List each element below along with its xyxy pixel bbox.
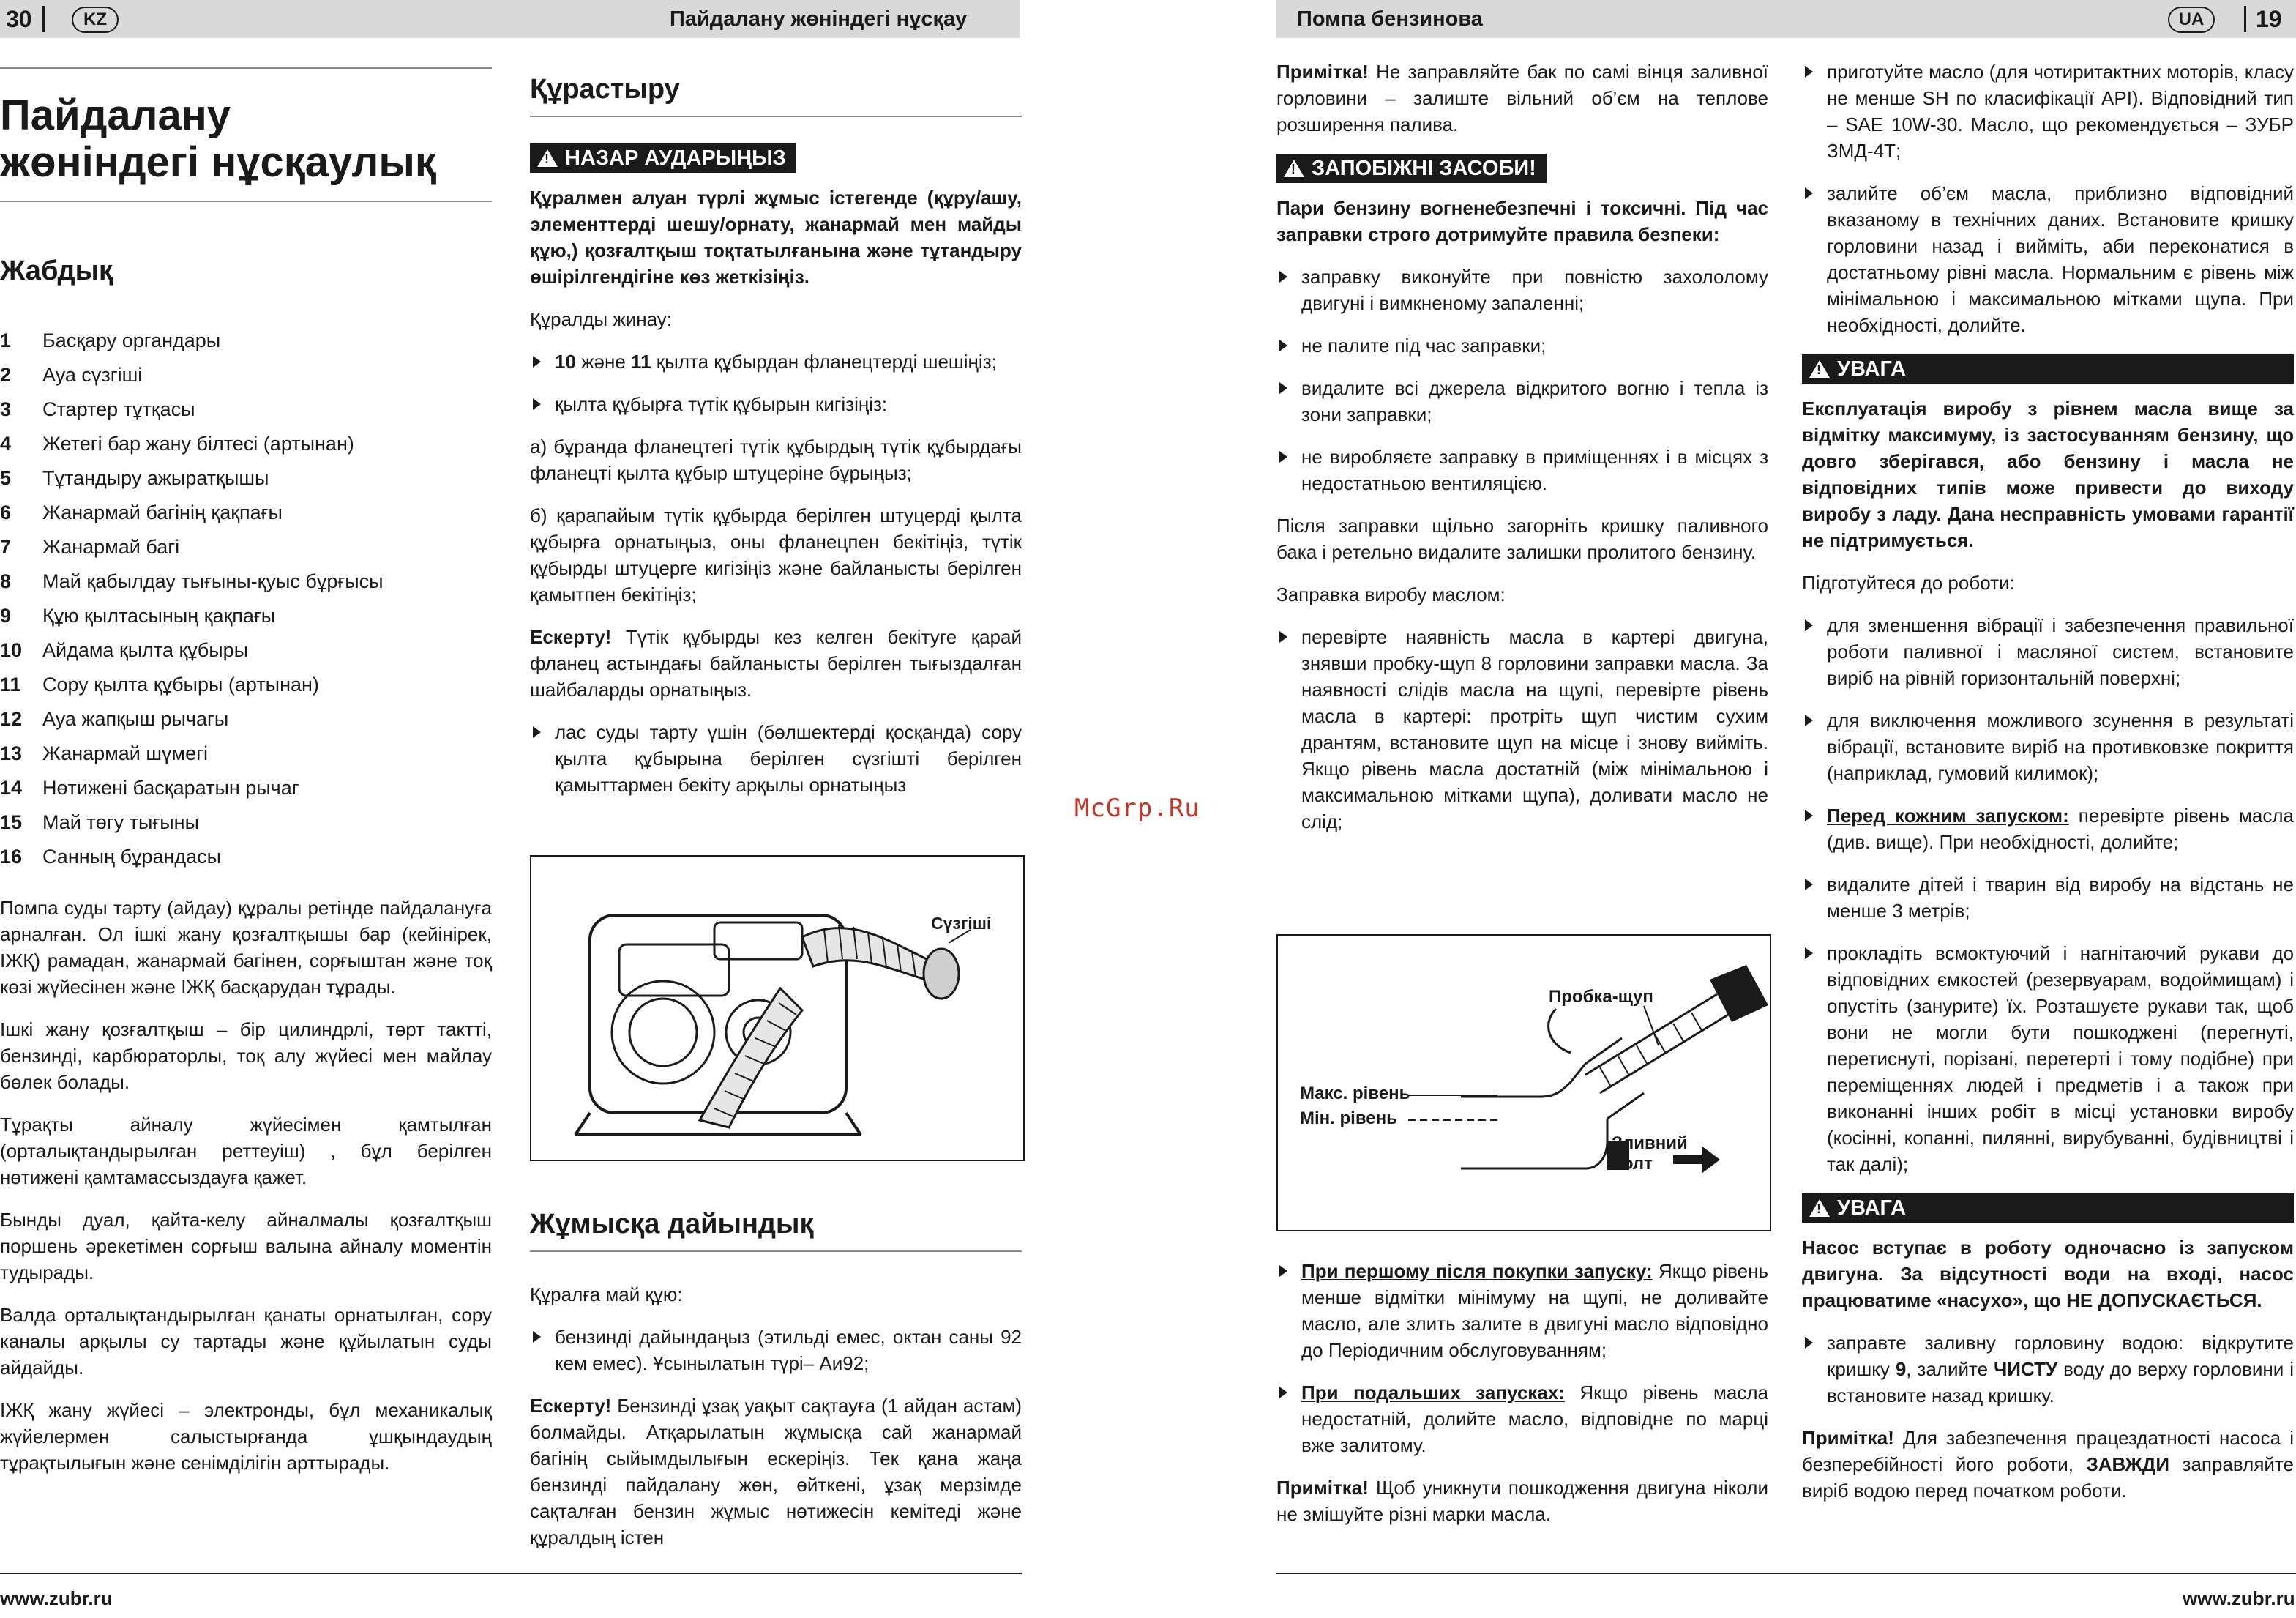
equipment-list [0,324,492,874]
note-label: Ескерту! [530,626,612,648]
item-label: Санның бұрандасы [42,846,222,868]
warning-text: Експлуатація виробу з рівнем масла вище за відмітку максимуму, із застосуванням бензину, що довго зберігався, або бензину і масла не відповідних типів може привести до виходу виробу з ладу. Дана несправність умовами гарантії не підтримується. [1802,398,2294,551]
right-col2-section [1802,59,2294,1520]
item-number: 5 [0,467,12,489]
note-label: Примітка! [1276,61,1369,83]
bullet-item [530,348,1022,375]
list-item [0,840,492,874]
label-min-level: Мін. рівень [1300,1108,1397,1128]
assembly-section [530,143,1022,814]
item-number: 14 [0,777,23,799]
bullet-item [1802,802,2294,855]
item-label: Құю қылтасының қақпағы [42,605,276,627]
left-footer-rule [0,1573,1022,1574]
right-page-number: 19 [2256,6,2282,32]
warning-text: Құралмен алуан түрлі жұмыс істегенде (құру/ашу, элементтерді шешу/орнату, жанармай мен майды құю,) қозғалтқыш тоқтатылғанына және тұтандыру өшірілгендігіне көз жеткізіңіз. [530,187,1022,288]
note-text: Бензинді ұзақ уақыт сақтауға (1 айдан астам) болмайды. Атқарылатын жұмысқа сай жанармай багінің сыйымдылығын ескеріңіз. Тек қана жаңа бензинді пайдалану жөн, өйткені, ұзақ мерзімде сақталған бензин жұмыс нөтижесін кемітеді және құралдың істен [530,1395,1022,1548]
main-title-block [0,92,498,186]
item-label: Ауа жапқыш рычагы [42,708,229,730]
note-text: Щоб уникнути пошкодження двигуна ніколи не змішуйте різні марки масла. [1276,1477,1768,1525]
list-item [0,702,492,737]
warning-label: НАЗАР АУДАРЫҢЫЗ [565,146,786,170]
note-paragraph [530,1393,1022,1551]
prep-rule [530,1250,1022,1252]
item-label: Жанармай багінің қақпағы [42,502,283,523]
item-number: 7 [0,536,12,558]
list-item [0,771,492,805]
item-label: Май төгу тығыны [42,811,199,833]
prepare-intro: Підготуйтеся до роботи: [1802,572,2015,594]
figure-label-filter: Сүзгіші [931,914,992,933]
item-number: 8 [0,570,12,592]
item-number: 9 [0,605,12,627]
warning-banner [1276,154,1547,183]
list-item [0,805,492,840]
equipment-heading: Жабдық [0,256,113,286]
item-number: 3 [0,398,12,420]
item-number: 13 [0,742,23,764]
list-item [0,564,492,599]
bullet-item: видалите дітей і тварин від виробу на відстань не менше 3 метрів; [1802,871,2294,924]
left-header-title: Пайдалану жөніндегі нұсқау [670,7,968,31]
note-label: Ескерту! [530,1395,612,1417]
refuel-section [1276,59,1768,851]
note-label: Примітка! [1276,1477,1369,1499]
text-span: Для забезпечення працездатності насоса і безперебійності його роботи, [1802,1427,2294,1475]
list-item [0,461,492,496]
paragraph: а) бұранда фланецтегі түтік құбырдың түтік құбырдағы фланецті қылта құбыр штуцеріне бұрыңыз; [530,436,1022,484]
paragraph: Після заправки щільно загорніть кришку паливного бака і ретельно видалите залишки пролитого бензину. [1276,515,1768,563]
list-item [0,668,492,702]
item-label: Май қабылдау тығыны-қуыс бұрғысы [42,570,384,592]
warning-banner [1802,1193,2294,1223]
item-label: Жетегі бар жану білтесі (артынан) [42,433,354,455]
text-span: заправте заливну горловину водою: відкрутите кришку [1827,1332,2294,1380]
assembly-heading: Құрастыру [530,74,680,105]
bullet-item [1276,1379,1768,1458]
item-label: Тұтандыру ажыратқышы [42,467,269,489]
item-number: 12 [0,708,23,730]
paragraph: б) қарапайым түтік құбырда берілген штуцерді қылта құбырға орнатыңыз, оны фланецпен бекітіңіз, түтік құбырды штуцерге кигізіңіз және байланысты берілген қамытпен бекітіңіз; [530,504,1022,605]
text-span: Якщо рівень менше відмітки мінімуму на щупі, не доливайте масло, але злить залите в двигуні масло відповідно до Періодичним обслуговуванням; [1301,1260,1769,1361]
left-header-divider [42,6,45,32]
warning-banner [530,143,796,173]
dipstick-illustration [1278,936,1770,1230]
list-item [0,358,492,392]
prep-intro: Құралға май құю: [530,1283,683,1305]
lang-badge-ua: UA [2168,7,2215,33]
item-label: Ауа сүзгіші [42,364,143,386]
bullet-item: лас суды тарту үшін (бөлшектерді қосқанда) сору қылта құбырына берілген сүзгішті берілген қамыттармен бекіту арқылы орнатыңыз [530,719,1022,798]
prep-heading: Жұмысқа дайындық [530,1209,814,1239]
bullet-item: для виключення можливого зсунення в результаті вібрації, встановите виріб на противковзке покриття (наприклад, гумовий килимок); [1802,707,2294,786]
bullet-item [1276,1258,1768,1363]
bullet-item: қылта құбырға түтік құбырын кигізіңіз: [530,391,1022,417]
item-number: 4 [0,433,12,455]
bullet-item [1802,1330,2294,1409]
bullet-item: перевірте наявність масла в картері двигуна, знявши пробку-щуп 8 горловини заправки масла. За наявності слідів масла на щупі, перевірте рівень масла в картері: протріть щуп чистим сухим дрантям, встановите щуп на місце і знову вийміть. Якщо рівень масла достатній (між мінімальною і максимальною мітками щупа), доливати масло не слід; [1276,624,1768,835]
list-item [0,599,492,633]
assembly-intro: Құралды жинау: [530,308,672,330]
paragraph: Бынды дуал, қайта-келу айналмалы қозғалтқыш поршень әрекетімен сорғыш валына айналу моментін тудырады. [0,1209,492,1283]
left-footer-url[interactable]: www.zubr.ru [0,1587,113,1609]
item-label: Нөтижені басқаратын рычаг [42,777,299,799]
item-label: Жанармай шүмегі [42,742,208,764]
bullet-item: для зменшення вібрації і забезпечення правильної роботи паливної і масляної систем, встановите виріб на рівній горизонтальній поверхні; [1802,612,2294,691]
warning-icon [1809,1199,1830,1217]
lang-badge-kz: KZ [72,7,119,33]
warning-icon [537,149,558,167]
title-rule [0,67,492,69]
item-label: Жанармай багі [42,536,180,558]
pump-illustration [531,857,1023,1160]
list-item [0,530,492,564]
bullet-item: заправку виконуйте при повністю захололому двигуні і вимкненому запаленні; [1276,264,1768,316]
note-label: Примітка! [1802,1427,1894,1449]
bold-word: ЧИСТУ [1994,1358,2058,1380]
list-item [0,496,492,530]
paragraph: ІЖҚ жану жүйесі – электронды, бұл механикалық жүйелермен салыстырғанда ұшқындаудың тұрақтылығын және сенімділігін арттырады. [0,1399,492,1474]
label-probe: Пробка-щуп [1549,987,1653,1007]
text-span: қылта құбырдан фланецтерді шешіңіз; [651,351,997,373]
item-label: Сору қылта құбыры (артынан) [42,674,319,696]
description-text [0,895,492,1492]
warning-banner [1802,354,2294,384]
main-title-line2: жөніндегі нұсқаулық [0,138,436,186]
item-number: 6 [0,502,12,523]
item-label: Стартер тұтқасы [42,398,195,420]
bold-number: 10 [555,351,576,373]
bold-number: 9 [1895,1358,1907,1380]
right-footer-rule [1276,1573,2296,1574]
warning-label: УВАГА [1837,357,1907,381]
oil-runs-section [1276,1258,1768,1543]
text-span: , залийте [1906,1358,1994,1380]
item-number: 2 [0,364,12,386]
text-span: воду до верху горловини і встановите назад кришку. [1827,1358,2294,1406]
text-span: Якщо рівень масла недостатній, долийте масло, відповідне по марці вже залитому. [1301,1382,1768,1456]
assembly-rule [530,116,1022,117]
prep-section [530,1281,1022,1567]
watermark: McGrp.Ru [1074,794,1200,823]
text-span: заправляйте виріб водою перед початком роботи. [1802,1453,2294,1502]
item-number: 15 [0,811,23,833]
right-footer-url[interactable]: www.zubr.ru [2183,1587,2295,1609]
list-item [0,737,492,771]
item-number: 11 [0,674,21,696]
bold-word: ЗАВЖДИ [2086,1453,2170,1475]
underlined-label: При першому після покупки запуску: [1301,1260,1653,1282]
oil-dipstick-figure [1276,934,1771,1231]
bullet-item: бензинді дайындаңыз (этильді емес, октан саны 92 кем емес). Ұсынылатын түрі– Аи92; [530,1324,1022,1376]
list-item [0,427,492,461]
text-span: және [575,351,632,373]
paragraph: Ішкі жану қозғалтқыш – бір цилиндрлі, төрт тактті, бензинді, карбюраторлы, тоқ алу жүйесі мен майлау бөлек болады. [0,1018,492,1093]
right-header-title: Помпа бензинова [1297,7,1483,31]
paragraph: Валда орталықтандырылған қанаты орнатылған, сору каналы арқылы су тартады және құйылатын суды айдайды. [0,1304,492,1379]
note-paragraph [530,624,1022,703]
note-paragraph [1276,1475,1768,1527]
warning-label: УВАГА [1837,1196,1907,1220]
bullet-item: не виробляєте заправку в приміщеннях і в місцях з недостатньою вентиляцією. [1276,444,1768,496]
left-page-number: 30 [6,6,32,32]
warning-icon [1284,160,1304,177]
note-text: Түтік құбырды кез келген бекітуге қарай фланец астындағы байланысты берілген тығыздалған шайбаларды орнатыңыз. [530,626,1022,701]
text-span: перевірте рівень масла (див. вище). При необхідності, долийте; [1827,805,2294,853]
list-item [0,392,492,427]
label-max-level: Макс. рівень [1300,1084,1410,1103]
item-number: 1 [0,329,12,351]
underlined-label: При подальших запусках: [1301,1382,1565,1403]
bullet-item: приготуйте масло (для чотиритактних моторів, класу не менше SH по класифікації API). Відповідний тип – SAE 10W-30. Масло, що рекомендується – ЗУБР ЗМД-4Т; [1802,59,2294,164]
note-paragraph [1276,59,1768,138]
item-number: 10 [0,639,23,661]
main-title-line1: Пайдалану [0,92,231,139]
note-paragraph [1802,1425,2294,1504]
bullet-item: прокладіть всмоктуючий і нагнітаючий рукави до відповідних ємкостей (резервуарам, водоймищам) і опустіть (занурите) їх. Розташуєте рукави так, щоб вони не могли бути пошкоджені (перегнуті, перетиснуті, порізані, перетерті і тому подібне) при переміщеннях людей і предметів і а також при виконанні інших робіт в місці установки виробу (косінні, копанні, пилянні, вирубуванні, будівництві і так далі); [1802,940,2294,1177]
list-item [0,633,492,668]
bullet-item: не палите під час заправки; [1276,332,1768,359]
oil-intro: Заправка виробу маслом: [1276,584,1506,605]
item-label: Басқару органдары [42,329,221,351]
text-span: . [2256,1289,2262,1311]
note-text: Не заправляйте бак по самі вінця заливної горловини – залиште вільний об’єм на теплове розширення палива. [1276,61,1768,135]
item-label: Айдама қылта құбыры [42,639,249,661]
warning-icon [1809,360,1830,378]
underlined-label: Перед кожним запуском: [1827,805,2069,827]
pump-figure [530,855,1025,1161]
right-header-divider [2244,6,2246,32]
list-item [0,324,492,358]
item-number: 16 [0,846,23,868]
paragraph: Помпа суды тарту (айдау) құралы ретінде пайдалануға арналған. Ол ішкі жану қозғалтқышы бар (кейінірек, ІЖҚ) рамадан, жанармай багінен, сорғыштан және тоқ көзі жүйесінен және ІЖҚ басқарудан тұрады. [0,897,492,998]
text-span: Насос вступає в роботу одночасно із запуском двигуна. За відсутності води на вході, насос працюватиме «насухо», що [1802,1237,2294,1311]
text-span: НЕ ДОПУСКАЄТЬСЯ [2066,1289,2257,1311]
label-drain-bolt-2: болт [1612,1154,1653,1174]
bullet-item: залийте об’єм масла, приблизно відповідний вказаному в технічних даних. Встановите кришку горловини назад і вийміть, аби переконатися в достатньому рівні масла. Нормальним є рівень між мінімальною і максимальною мітками щупа. При необхідності, долийте. [1802,180,2294,338]
label-drain-bolt-1: Зливний [1612,1133,1688,1153]
bold-number: 11 [631,351,651,373]
warning-text [1802,1234,2294,1313]
warning-text: Пари бензину вогненебезпечні і токсичні. Під час заправки строго дотримуйте правила безпеки: [1276,197,1768,245]
paragraph: Тұрақты айналу жүйесімен қамтылған (орталықтандырылған реттеуіш) , бұл берілген нөтижені қамтамассыздауға қажет. [0,1114,492,1188]
equipment-rule [0,201,492,202]
warning-label: ЗАПОБІЖНІ ЗАСОБИ! [1312,157,1536,180]
bullet-item: видалите всі джерела відкритого вогню і тепла із зони заправки; [1276,375,1768,428]
